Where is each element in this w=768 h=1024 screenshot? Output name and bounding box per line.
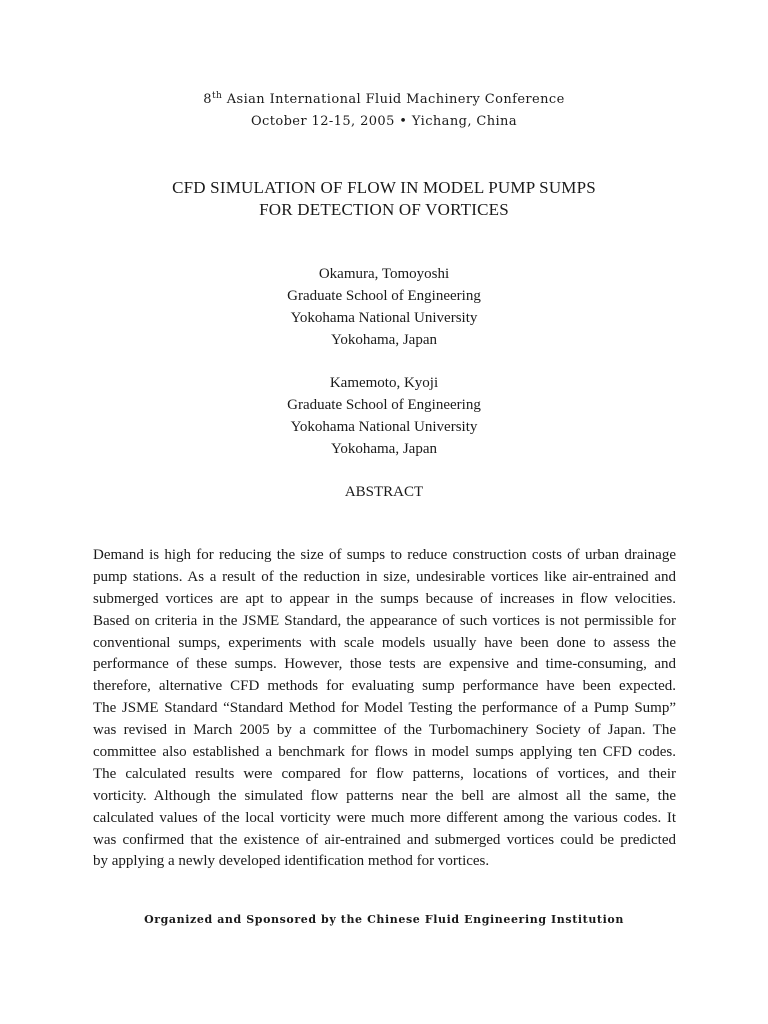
conference-title: Asian International Fluid Machinery Conference [226,92,565,107]
paper-title-line-2: FOR DETECTION OF VORTICES [259,200,509,219]
abstract-line: committee also established a benchmark for flows in model sumps applying ten CFD codes. [93,744,676,761]
abstract-line: was revised in March 2005 by a committee of the Turbomachinery Society of Japan. The [93,722,676,739]
abstract-line: calculated values of the local vorticity were much more different among the various codes. It [93,809,676,826]
author-block [0,372,768,460]
conference-ordinal-suffix: th [211,91,223,101]
abstract-line: therefore, alternative CFD methods for evaluating sump performance have been expected. [93,678,676,695]
abstract-line: vorticity. Although the simulated flow patterns near the bell are almost all the same, the [93,787,676,804]
conference-ordinal-number: 8 [203,92,212,107]
conference-name [0,90,768,110]
author-block [0,263,768,351]
abstract-line: The calculated results were compared for flow patterns, locations of vortices, and their [93,765,676,782]
paper-title-line-1: CFD SIMULATION OF FLOW IN MODEL PUMP SUMPS [172,178,596,197]
abstract-line: Based on criteria in the JSME Standard, the appearance of such vortices is not permissible for [93,612,676,629]
author-school: Graduate School of Engineering [287,288,481,304]
author-school: Graduate School of Engineering [287,397,481,413]
abstract-line: performance of these sumps. However, those tests are expensive and time-consuming, and [93,656,676,673]
author-university: Yokohama National University [290,419,478,435]
abstract-line: by applying a newly developed identification method for vortices. [93,853,490,870]
abstract-line: was confirmed that the existence of air-entrained and submerged vortices could be predicted [93,831,676,848]
abstract-line: Demand is high for reducing the size of sumps to reduce construction costs of urban drainage [93,547,676,563]
abstract-line: pump stations. As a result of the reduction in size, undesirable vortices like air-entrained and [93,568,676,585]
abstract-line: The JSME Standard “Standard Method for Model Testing the performance of a Pump Sump” [93,700,676,717]
abstract-heading: ABSTRACT [344,484,424,500]
abstract-line: conventional sumps, experiments with scale models usually have been done to assess the [93,634,676,651]
abstract-body [93,545,676,873]
author-name: Kamemoto, Kyoji [329,375,439,391]
author-university: Yokohama National University [290,310,478,326]
sponsor-footer: Organized and Sponsored by the Chinese Fluid Engineering Institution [144,913,624,926]
author-location: Yokohama, Japan [331,441,437,457]
conference-date-location: October 12-15, 2005 • Yichang, China [251,114,517,129]
abstract-line: submerged vortices are apt to appear in the sumps because of increases in flow velocities. [93,590,676,607]
author-location: Yokohama, Japan [331,332,437,348]
author-name: Okamura, Tomoyoshi [318,266,450,282]
